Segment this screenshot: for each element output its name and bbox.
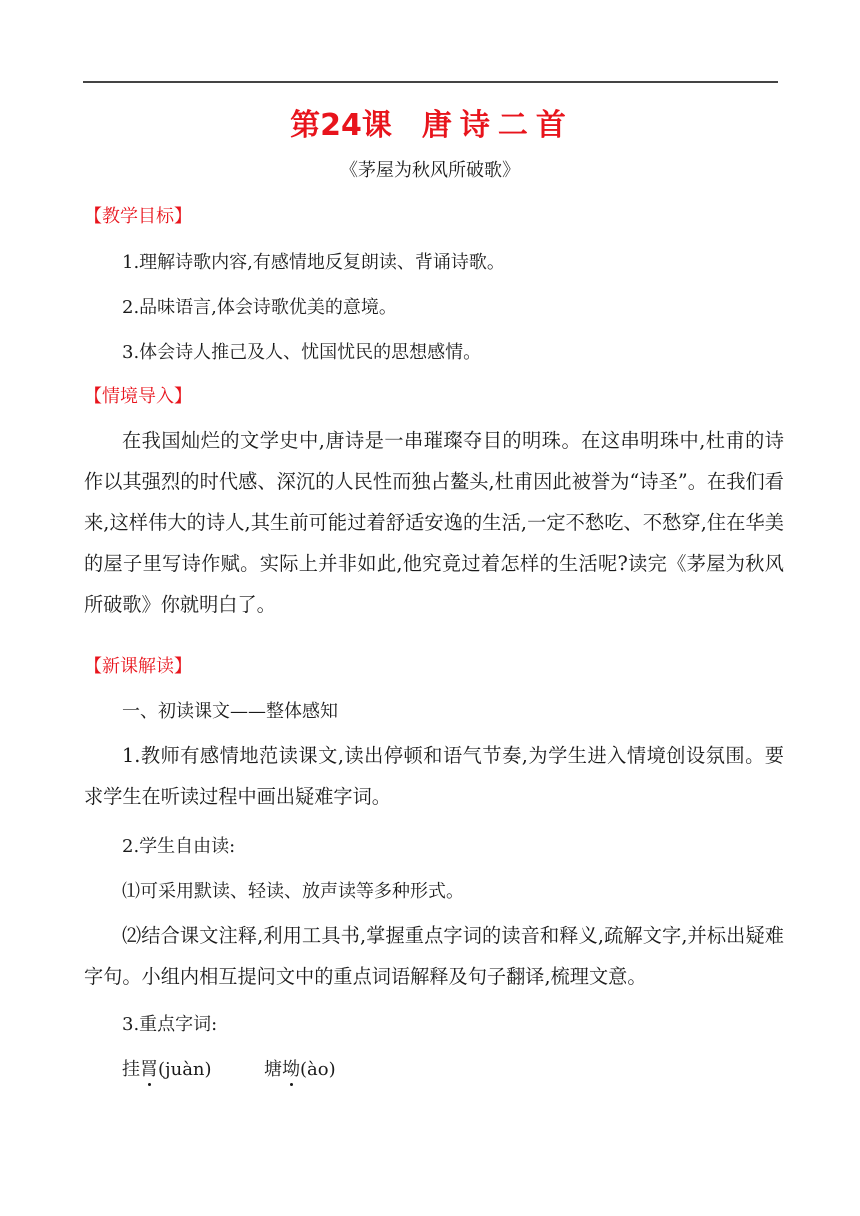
header-rule [83,81,778,83]
vocab-char: 挂 [122,1059,140,1080]
title-char: 诗 [459,108,490,143]
section-heading-goals: 【教学目标】 [84,206,192,227]
lesson-step: 2.学生自由读: [122,836,236,857]
goal-item: 3.体会诗人推己及人、忧国忧民的思想感情。 [122,342,482,363]
section-heading-lesson: 【新课解读】 [84,656,192,677]
vocab-char-dotted: 坳 [282,1059,300,1080]
vocab-pinyin: (ào) [300,1059,336,1080]
vocab-char: 塘 [264,1059,282,1080]
title-char: 二 [497,108,528,143]
lesson-part-heading: 一、初读课文——整体感知 [122,701,338,722]
goal-item: 2.品味语言,体会诗歌优美的意境。 [122,297,397,318]
goal-item: 1.理解诗歌内容,有感情地反复朗读、背诵诗歌。 [122,252,505,273]
lesson-substep: ⑴可采用默读、轻读、放声读等多种形式。 [122,881,464,902]
section-heading-intro: 【情境导入】 [84,386,192,407]
vocab-entry [264,1057,336,1083]
intro-paragraph: 在我国灿烂的文学史中,唐诗是一串璀璨夺目的明珠。在这串明珠中,杜甫的诗作以其强烈的时代感、深沉的人民性而独占鳌头,杜甫因此被誉为“诗圣”。在我们看来,这样伟大的诗人,其生前可能过着舒适安逸的生活,一定不愁吃、不愁穿,住在华美的屋子里写诗作赋。实际上并非如此,他究竟过着怎样的生活呢?读完《茅屋为秋风所破歌》你就明白了。 [84,429,784,616]
title-char: 首 [535,108,566,143]
title-lesson: 第24课 [290,108,392,143]
poem-title: 《茅屋为秋风所破歌》 [340,160,520,181]
vocab-pinyin: (juàn) [158,1059,212,1080]
vocab-char-dotted: 罥 [140,1059,158,1080]
lesson-step: 3.重点字词: [122,1014,218,1035]
vocab-entry [122,1057,212,1083]
lesson-step-paragraph: 1.教师有感情地范读课文,读出停顿和语气节奏,为学生进入情境创设氛围。要求学生在听读过程中画出疑难字词。 [84,744,784,808]
lesson-substep-paragraph: ⑵结合课文注释,利用工具书,掌握重点字词的读音和释义,疏解文字,并标出疑难字句。小组内相互提问文中的重点词语解释及句子翻译,梳理文意。 [84,924,784,988]
title-char: 唐 [421,108,452,143]
page-title [0,104,860,148]
